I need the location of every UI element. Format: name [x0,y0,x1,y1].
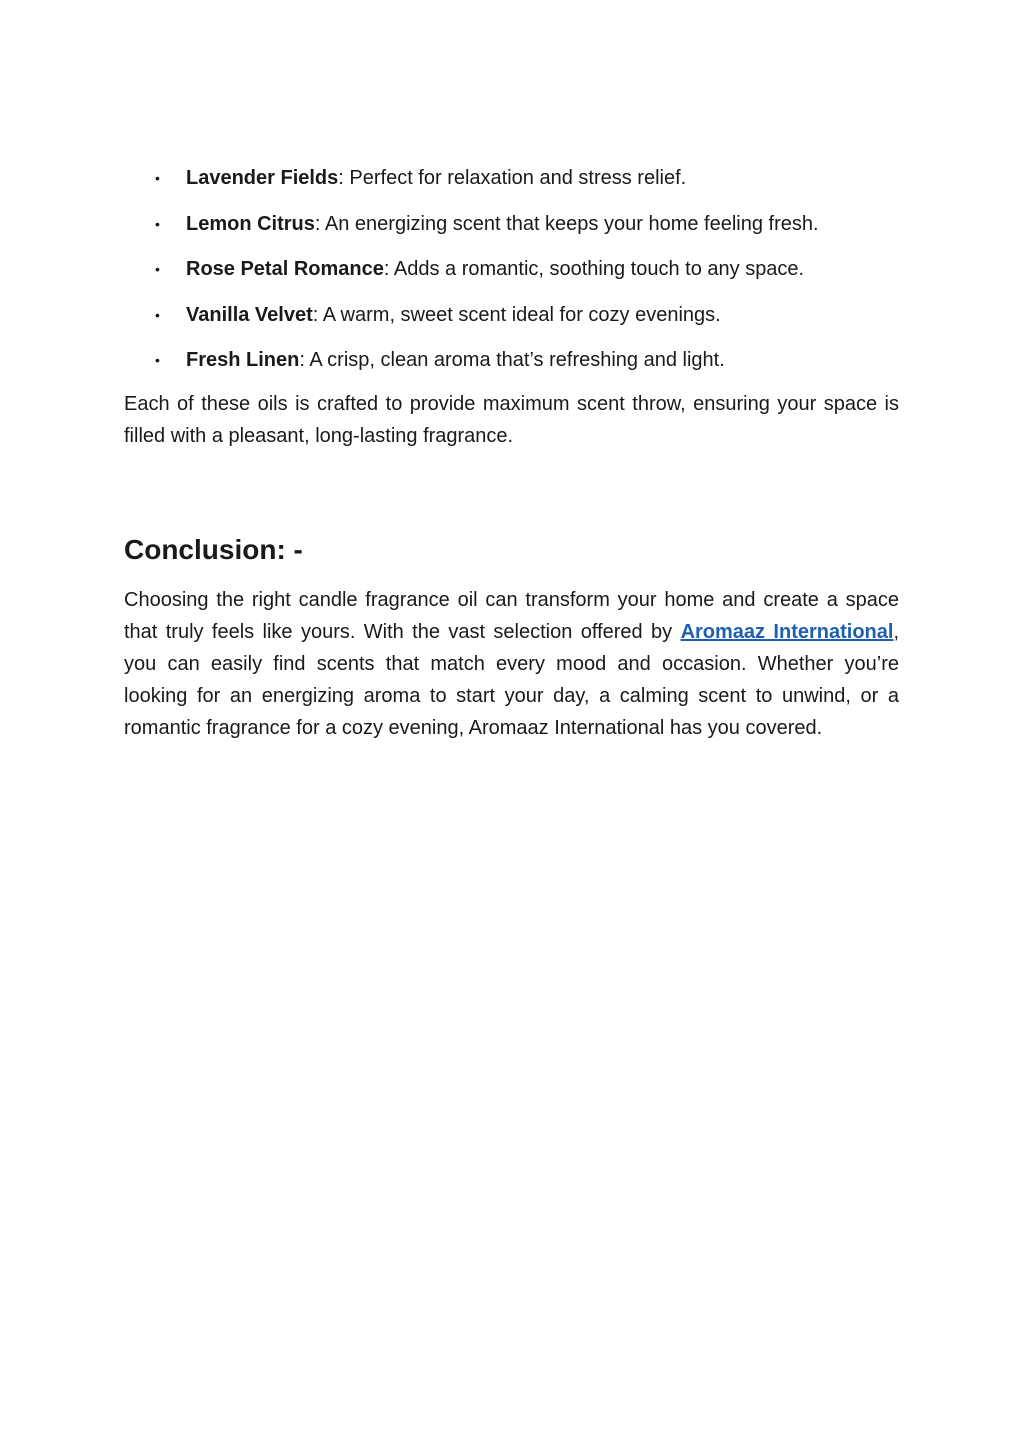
document-page [124,160,899,744]
summary-paragraph: Each of these oils is crafted to provide maximum scent throw, ensuring your space is filled with a pleasant, long-lasting fragrance. [124,392,899,447]
bullet-icon: • [155,170,160,186]
list-item [124,206,899,242]
scent-description: : Adds a romantic, soothing touch to any space. [383,258,805,280]
aromaaz-international-link[interactable]: Aromaaz International [680,620,894,643]
list-item [124,251,899,287]
list-item [124,160,899,196]
scent-name: Lemon Citrus [186,212,315,235]
bullet-icon: • [155,215,160,232]
conclusion-text-end: , you can easily find scents that match every mood and occasion. Whether you’re looking for an energizing aroma to start your day, a calming scent to unwind, or a romantic fragrance for a cozy evening, Aromaaz International has you covered. [124,620,899,739]
scent-description: : A warm, sweet scent ideal for cozy evenings. [312,303,721,326]
conclusion-paragraph [124,584,899,744]
conclusion-text-start: Choosing the right candle fragrance oil can transform your home and create a space that truly feels like yours. With the vast selection offered by [124,588,899,643]
scent-name: Fresh Linen [186,349,300,371]
scent-name: Rose Petal Romance [186,258,384,280]
scent-list [124,160,899,378]
scent-name: Vanilla Velvet [186,303,313,326]
conclusion-heading: Conclusion: - [124,533,303,565]
bullet-icon: • [155,306,160,323]
bullet-icon: • [155,352,160,368]
scent-description: : An energizing scent that keeps your home feeling fresh. [314,212,819,235]
scent-description: : A crisp, clean aroma that’s refreshing and light. [299,349,725,371]
scent-description: : Perfect for relaxation and stress relief. [338,167,687,189]
list-item [124,342,899,378]
list-item [124,297,899,333]
scent-name: Lavender Fields [186,167,339,189]
bullet-icon: • [155,261,160,277]
